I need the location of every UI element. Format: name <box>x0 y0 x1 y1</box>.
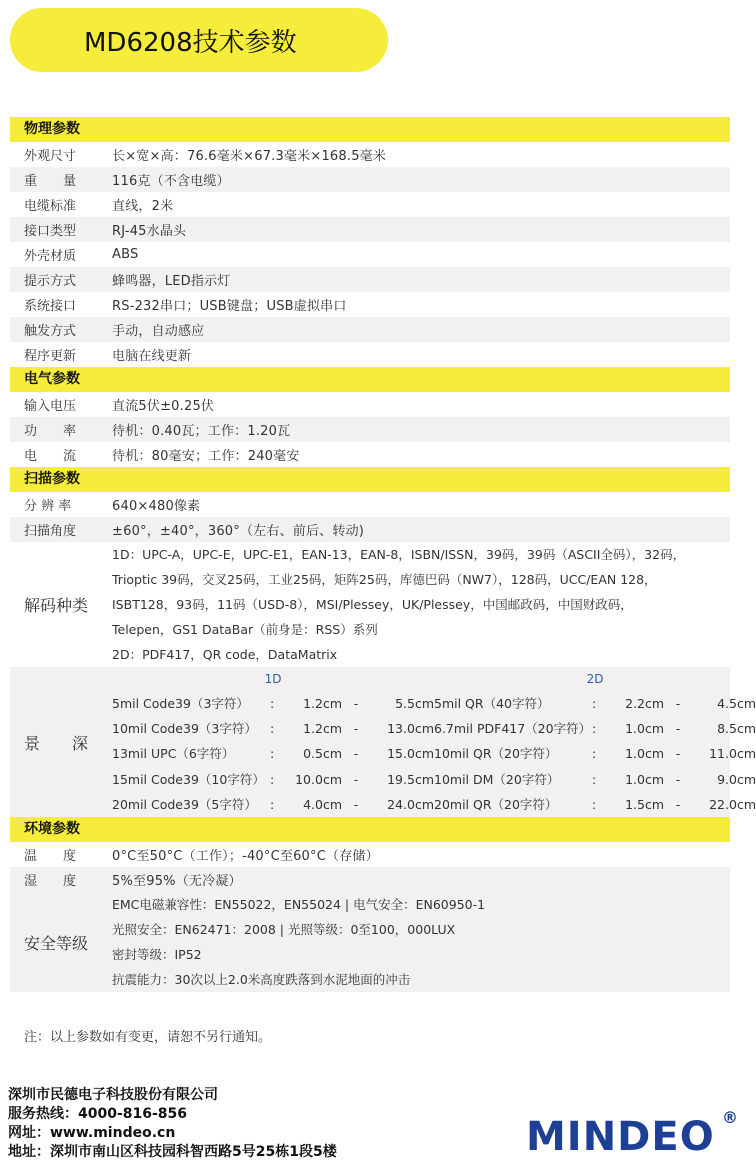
near-distance: 2.2cm <box>625 696 664 711</box>
spec-label: 功 率 <box>24 424 77 439</box>
range-dash: - <box>675 721 681 737</box>
far-distance: 24.0cm <box>387 796 434 812</box>
spec-row <box>10 417 730 442</box>
spec-value: 直流5伏±0.25伏 <box>112 399 215 414</box>
spec-label: 系统接口 <box>24 299 77 314</box>
range-dash: - <box>353 796 359 812</box>
barcode-spec: 5mil Code39（3字符） <box>112 696 249 711</box>
spec-row <box>10 292 730 317</box>
page-title: MD6208技术参数 <box>84 28 297 58</box>
section-env: 环境参数 <box>10 817 730 842</box>
barcode-spec: 10mil QR（20字符） <box>434 746 558 762</box>
range-dash: - <box>675 771 681 787</box>
spec-label: 温 度 <box>24 849 77 864</box>
depth-entry <box>112 792 434 817</box>
colon-separator: : <box>270 746 275 762</box>
depth-row <box>10 667 756 817</box>
registered-mark: ® <box>722 1108 738 1127</box>
spec-label: 外观尺寸 <box>24 149 77 164</box>
company-name: 深圳市民德电子科技股份有限公司 <box>8 1087 218 1103</box>
depth-column-1d <box>112 667 434 817</box>
far-distance: 13.0cm <box>387 721 434 737</box>
text-line: 1D：UPC-A，UPC-E，UPC-E1，EAN-13，EAN-8，ISBN/ISSN，39码，39码（ASCII全码），32码， <box>112 547 686 562</box>
far-distance: 8.5cm <box>717 721 756 737</box>
spec-value: 长×宽×高：76.6毫米×67.3毫米×168.5毫米 <box>112 149 387 164</box>
far-distance: 11.0cm <box>709 746 756 762</box>
colon-separator: : <box>270 721 275 737</box>
range-dash: - <box>675 796 681 812</box>
barcode-spec: 15mil Code39（10字符） <box>112 771 265 787</box>
depth-label: 景 深 <box>24 733 89 753</box>
depth-entry <box>112 716 434 741</box>
range-dash: - <box>353 746 359 762</box>
spec-label: 重 量 <box>24 174 77 189</box>
depth-header-2d: 2D <box>586 672 604 686</box>
scan-rows <box>10 492 730 542</box>
spec-value: 手动，自动感应 <box>112 324 205 339</box>
far-distance: 4.5cm <box>717 696 756 711</box>
barcode-spec: 6.7mil PDF417（20字符） <box>434 721 592 737</box>
barcode-spec: 10mil Code39（3字符） <box>112 721 257 737</box>
text-line: 光照安全：EN62471：2008 | 光照等级：0至100，000LUX <box>112 922 456 937</box>
spec-value: 待机：0.40瓦；工作：1.20瓦 <box>112 424 291 439</box>
spec-value: 5%至95%（无冷凝） <box>112 874 242 889</box>
safety-row <box>10 892 730 992</box>
depth-entry <box>434 691 756 716</box>
spec-label: 接口类型 <box>24 224 77 239</box>
spec-table <box>10 117 756 992</box>
depth-column-2d <box>434 667 756 817</box>
barcode-spec: 13mil UPC（6字符） <box>112 746 235 762</box>
range-dash: - <box>353 721 359 737</box>
text-line: 抗震能力：30次以上2.0米高度跌落到水泥地面的冲击 <box>112 972 411 987</box>
text-line: ISBT128，93码，11码（USD-8），MSI/Plessey，UK/Plessey，中国邮政码，中国财政码， <box>112 597 633 612</box>
near-distance: 1.2cm <box>303 721 342 737</box>
range-dash: - <box>675 746 681 762</box>
spec-label: 电 流 <box>24 449 77 464</box>
near-distance: 1.0cm <box>625 771 664 787</box>
section-physical: 物理参数 <box>10 117 730 142</box>
spec-label: 提示方式 <box>24 274 77 289</box>
colon-separator: : <box>592 696 597 711</box>
physical-rows <box>10 142 730 367</box>
spec-label: 外壳材质 <box>24 249 77 264</box>
electrical-rows <box>10 392 730 467</box>
depth-header-1d: 1D <box>264 672 282 686</box>
spec-value: 0°C至50°C（工作）；-40°C至60°C（存储） <box>112 849 379 864</box>
section-electrical: 电气参数 <box>10 367 730 392</box>
decode-row <box>10 542 730 667</box>
colon-separator: : <box>592 721 597 737</box>
spec-row <box>10 842 730 867</box>
section-scan: 扫描参数 <box>10 467 730 492</box>
spec-value: ABS <box>112 247 139 262</box>
spec-label: 输入电压 <box>24 399 77 414</box>
barcode-spec: 20mil QR（20字符） <box>434 796 558 812</box>
spec-row <box>10 267 730 292</box>
env-rows <box>10 842 730 892</box>
spec-value: 116克（不含电缆） <box>112 174 230 189</box>
text-line: EMC电磁兼容性：EN55022，EN55024 | 电气安全：EN60950-1 <box>112 897 486 912</box>
spec-value: 直线，2米 <box>112 199 174 214</box>
near-distance: 10.0cm <box>295 771 342 787</box>
spec-value: 蜂鸣器，LED指示灯 <box>112 274 231 289</box>
depth-entry <box>434 741 756 766</box>
near-distance: 1.5cm <box>625 796 664 812</box>
near-distance: 0.5cm <box>303 746 342 762</box>
spec-value: RJ-45水晶头 <box>112 224 187 239</box>
spec-row <box>10 242 730 267</box>
range-dash: - <box>353 771 359 787</box>
colon-separator: : <box>592 746 597 762</box>
mindeo-logo: MINDEO <box>526 1114 715 1160</box>
colon-separator: : <box>270 796 275 812</box>
colon-separator: : <box>270 696 275 711</box>
depth-entry <box>112 767 434 792</box>
spec-value: 电脑在线更新 <box>112 349 192 364</box>
safety-label: 安全等级 <box>24 933 89 953</box>
near-distance: 4.0cm <box>303 796 342 812</box>
website: 网址：www.mindeo.cn <box>8 1125 176 1141</box>
spec-row <box>10 342 730 367</box>
text-line: 2D：PDF417，QR code，DataMatrix <box>112 647 338 662</box>
decode-lines <box>112 542 685 667</box>
spec-label: 扫描角度 <box>24 524 77 539</box>
spec-row <box>10 517 730 542</box>
depth-entry <box>434 767 756 792</box>
footnote: 注：以上参数如有变更，请恕不另行通知。 <box>24 1030 272 1045</box>
spec-label: 电缆标准 <box>24 199 77 214</box>
spec-row <box>10 192 730 217</box>
far-distance: 15.0cm <box>387 746 434 762</box>
spec-row <box>10 317 730 342</box>
text-line: Telepen，GS1 DataBar（前身是：RSS）系列 <box>112 622 378 637</box>
far-distance: 19.5cm <box>387 771 434 787</box>
near-distance: 1.2cm <box>303 696 342 711</box>
spec-row <box>10 167 730 192</box>
spec-label: 程序更新 <box>24 349 77 364</box>
spec-row <box>10 142 730 167</box>
near-distance: 1.0cm <box>625 721 664 737</box>
depth-entry <box>434 716 756 741</box>
colon-separator: : <box>270 771 275 787</box>
decode-label: 解码种类 <box>24 596 89 615</box>
hotline: 服务热线：4000-816-856 <box>8 1106 188 1122</box>
spec-value: 待机：80毫安；工作：240毫安 <box>112 449 300 464</box>
spec-row <box>10 442 730 467</box>
range-dash: - <box>353 696 359 711</box>
far-distance: 5.5cm <box>395 696 434 711</box>
spec-row <box>10 217 730 242</box>
far-distance: 22.0cm <box>709 796 756 812</box>
colon-separator: : <box>592 796 597 812</box>
company-footer <box>8 1086 337 1162</box>
text-line: Trioptic 39码，交叉25码，工业25码，矩阵25码，库德巴码（NW7），128码，UCC/EAN 128， <box>112 572 657 587</box>
near-distance: 1.0cm <box>625 746 664 762</box>
spec-label: 触发方式 <box>24 324 77 339</box>
depth-entry <box>112 741 434 766</box>
spec-value: 640×480像素 <box>112 499 201 514</box>
spec-label: 分 辨 率 <box>24 499 72 514</box>
depth-entry <box>434 792 756 817</box>
far-distance: 9.0cm <box>717 771 756 787</box>
text-line: 密封等级：IP52 <box>112 947 202 962</box>
barcode-spec: 20mil Code39（5字符） <box>112 796 257 812</box>
spec-row <box>10 492 730 517</box>
spec-value: RS-232串口；USB键盘；USB虚拟串口 <box>112 299 347 314</box>
barcode-spec: 5mil QR（40字符） <box>434 696 550 711</box>
spec-row <box>10 392 730 417</box>
spec-row <box>10 867 730 892</box>
safety-lines <box>112 892 485 992</box>
depth-entry <box>112 691 434 716</box>
barcode-spec: 10mil DM（20字符） <box>434 771 560 787</box>
address: 地址：深圳市南山区科技园科智西路5号25栋1段5楼 <box>8 1144 337 1160</box>
range-dash: - <box>675 696 681 711</box>
spec-label: 湿 度 <box>24 874 77 889</box>
spec-value: ±60°，±40°，360°（左右、前后、转动) <box>112 524 365 539</box>
colon-separator: : <box>592 771 597 787</box>
